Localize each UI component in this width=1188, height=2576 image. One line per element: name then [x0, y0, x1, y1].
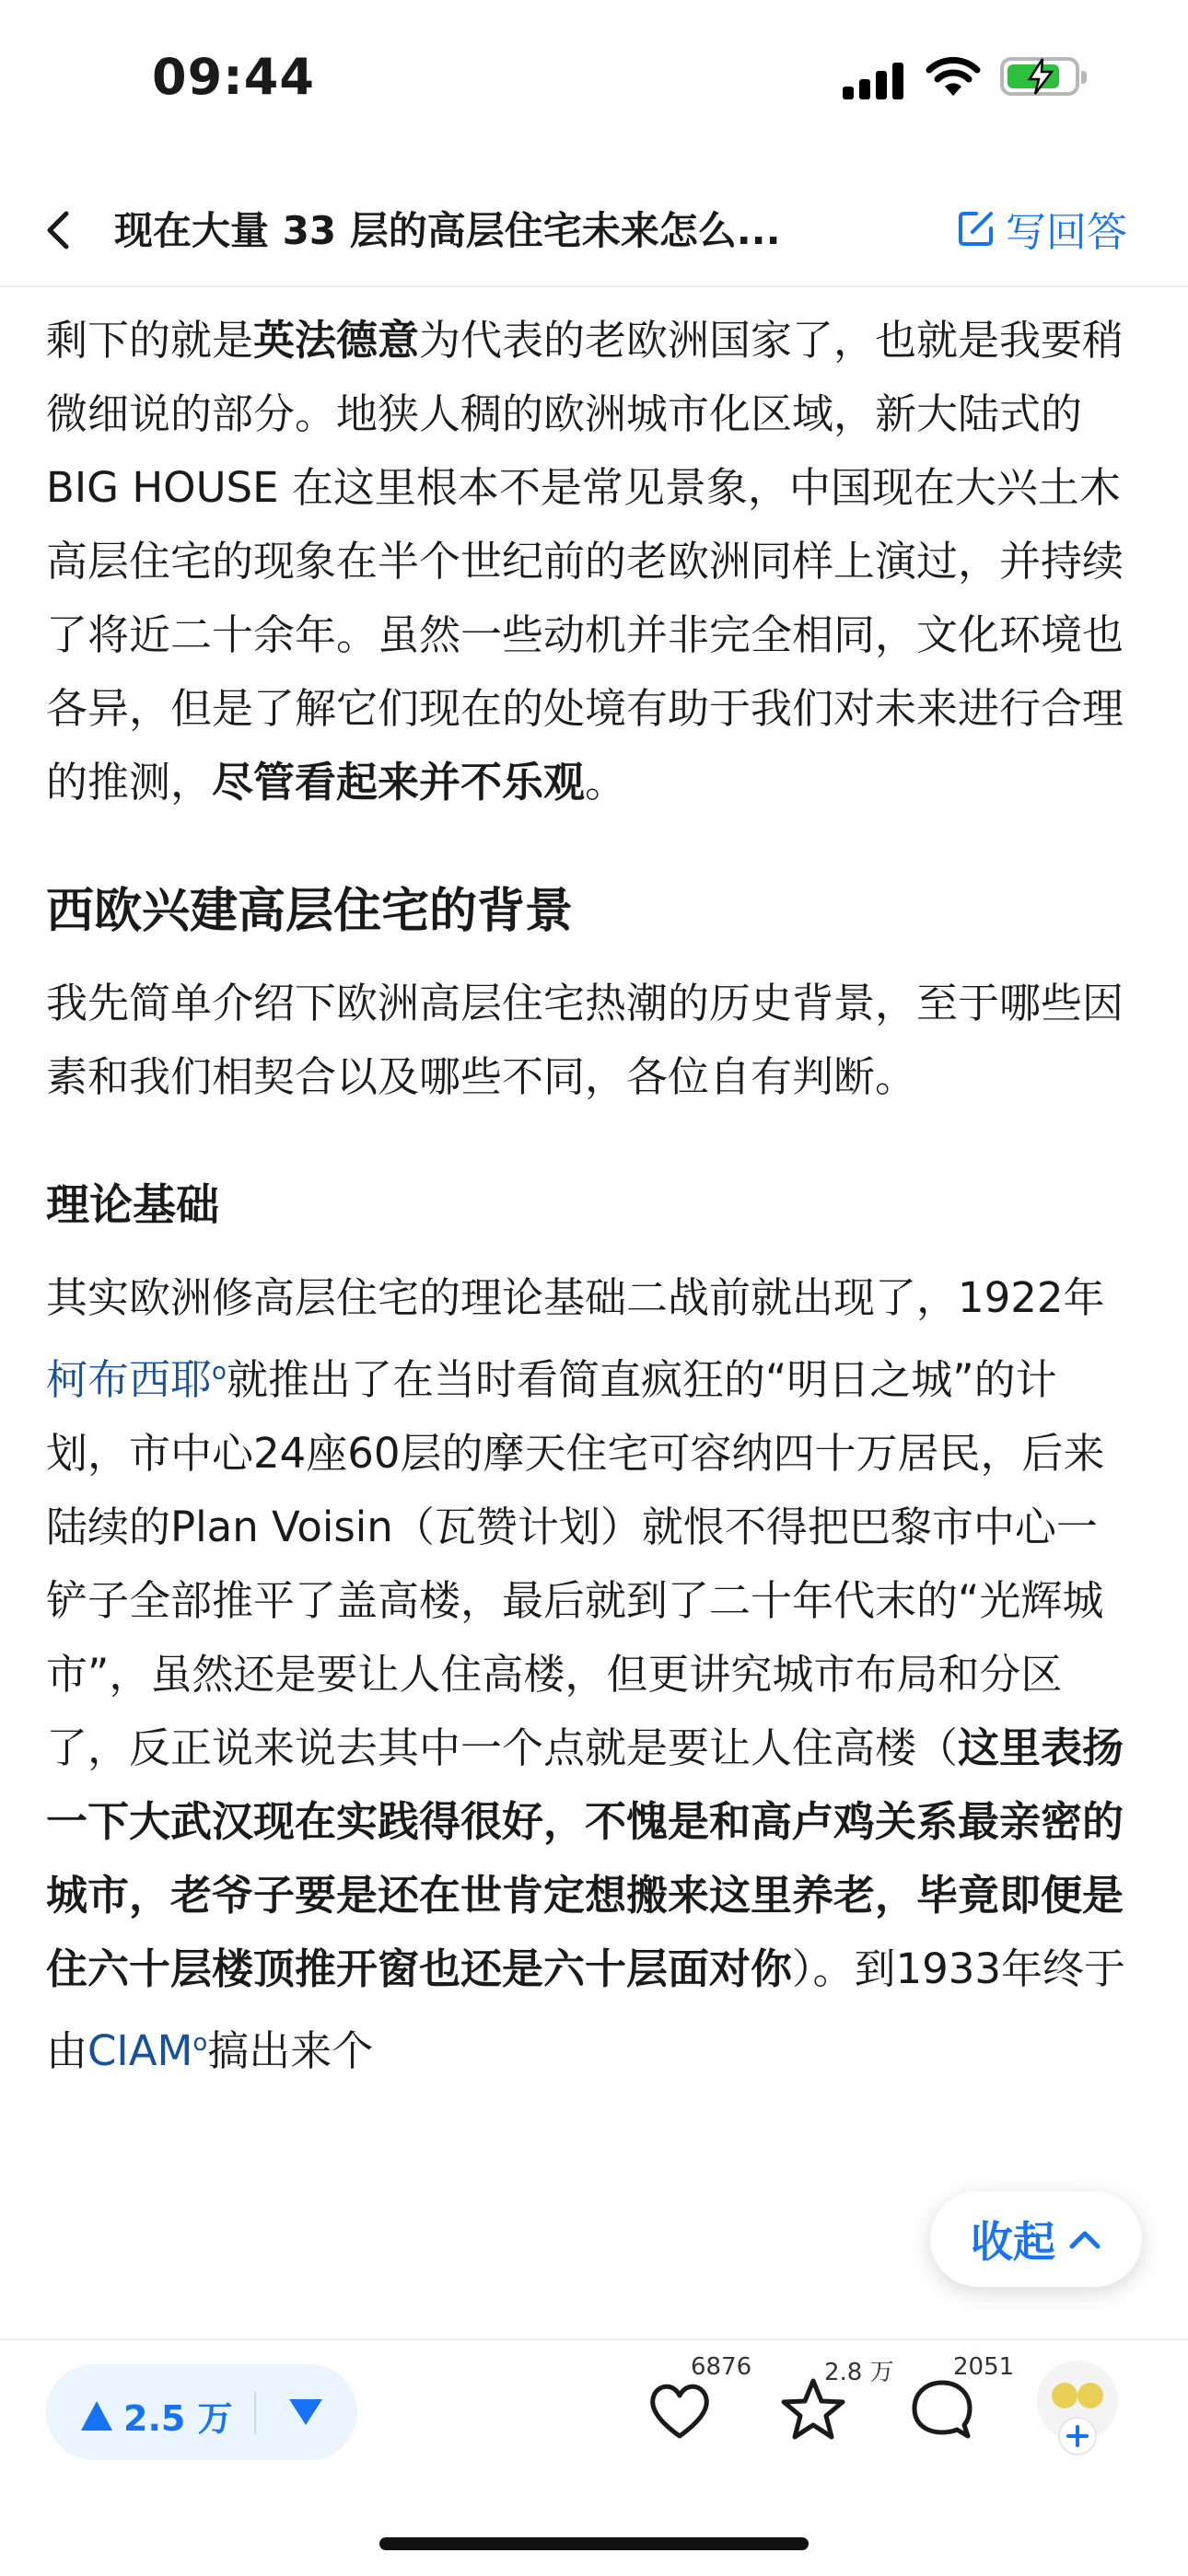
- collapse-button[interactable]: [930, 2191, 1142, 2287]
- like-button[interactable]: [645, 2353, 752, 2449]
- link-le-corbusier[interactable]: 柯布西耶: [46, 1355, 213, 1404]
- paragraph-theory: 其实欧洲修高层住宅的理论基础二战前就出现了，1922年柯布西耶$^o$就推出了在当时看简直疯狂的“明日之城”的计划，市中心24座60层的摩天住宅可容纳四十万居民，后来陆续的Plan Voisin（瓦赞计划）就恨不得把巴黎市中心一铲子全部推平了盖高楼，最后就到了二十年代末的“光辉城市”，虽然还是要让人住高楼，但更讲究城市布局和分区了，反正说来说去其中一个点就是要让人住高楼（这里表扬一下大武汉现在实践得很好，不愧是和高卢鸡关系最亲密的城市，老爷子要是还在世肯定想搬来这里养老，毕竟即便是住六十层楼顶推开窗也还是六十层面对你）。到1933年终于由CIAM$^o$搞出来个: [46, 1273, 1126, 2075]
- upvote-button[interactable]: [79, 2390, 233, 2441]
- comment-button[interactable]: [907, 2353, 1015, 2449]
- upvote-count: 2.5 万: [123, 2398, 233, 2439]
- paragraph-background: 我先简单介绍下欧洲高层住宅热潮的历史背景，至于哪些因素和我们相契合以及哪些不同，各位自有判断。: [46, 979, 1124, 1101]
- comment-count: 2051: [953, 2353, 1015, 2381]
- edit-icon: [956, 208, 996, 249]
- upvote-arrow-icon: [79, 2399, 114, 2432]
- like-count: 6876: [691, 2353, 752, 2381]
- vote-pill: [46, 2364, 357, 2460]
- answer-content: [46, 304, 1133, 2088]
- subsection-heading: 理论基础: [46, 1180, 219, 1231]
- favorite-count: 2.8 万: [824, 2359, 894, 2386]
- downvote-button[interactable]: [287, 2396, 324, 2429]
- search-icon[interactable]: o: [212, 1358, 227, 1386]
- write-answer-button[interactable]: [956, 199, 1127, 258]
- battery-icon: [1000, 57, 1079, 96]
- paragraph-intro: 剩下的就是英法德意为代表的老欧洲国家了，也就是我要稍微细说的部分。地狭人稠的欧洲城市化区域，新大陆式的 BIG HOUSE 在这里根本不是常见景象，中国现在大兴土木高层住宅的现象在半个世纪前的老欧洲同样上演过，并持续了将近二十余年。虽然一些动机并非完全相同，文化环境也各异，但是了解它们现在的处境有助于我们对未来进行合理的推测，尽管看起来并不乐观。: [46, 316, 1124, 806]
- vote-divider: [254, 2392, 256, 2434]
- search-icon[interactable]: o: [192, 2029, 208, 2057]
- heart-icon: [645, 2375, 715, 2445]
- comment-icon: [907, 2375, 977, 2445]
- write-answer-label: 写回答: [1006, 209, 1127, 256]
- follow-author-button[interactable]: [1031, 2359, 1124, 2469]
- status-bar: [0, 0, 1188, 166]
- nav-bar: [0, 175, 1188, 287]
- cellular-signal-icon: [843, 61, 907, 99]
- home-indicator[interactable]: [379, 2537, 809, 2550]
- section-heading: 西欧兴建高层住宅的背景: [46, 884, 574, 939]
- chevron-up-icon: [1068, 2228, 1101, 2250]
- link-ciam[interactable]: CIAM: [87, 2026, 193, 2075]
- status-time: 09:44: [152, 48, 315, 106]
- wifi-icon: [925, 53, 982, 99]
- collapse-label: 收起: [971, 2217, 1055, 2267]
- question-title[interactable]: 现在大量 33 层的高层住宅未来怎么...: [114, 208, 781, 253]
- favorite-button[interactable]: [778, 2359, 894, 2449]
- avatar: [1031, 2359, 1124, 2469]
- back-arrow-icon[interactable]: [37, 203, 83, 258]
